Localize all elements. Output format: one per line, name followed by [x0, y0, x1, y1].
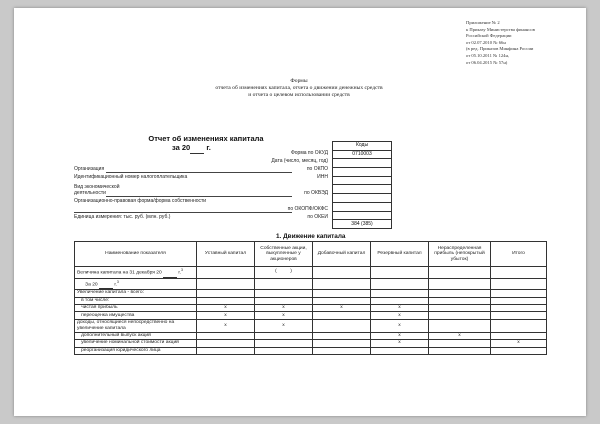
- units-label: Единица измерения: тыс. руб. (млн. руб.): [74, 214, 171, 220]
- x-mark: x: [371, 332, 429, 339]
- appendix-line: Приложение № 2: [466, 20, 500, 25]
- row-name: Увеличение капитала - всего:: [75, 290, 197, 297]
- blank-code: [333, 202, 392, 211]
- row-name: в том числе:: [75, 297, 197, 304]
- forms-title-line: Формы: [290, 78, 308, 84]
- activity-label: Вид экономической: [74, 184, 120, 190]
- row-name: доходы, относящиеся непосредственно на увеличение капитала: [75, 319, 197, 332]
- x-mark: x: [313, 305, 371, 312]
- x-mark: x: [255, 312, 313, 319]
- header-additional: Добавочный капитал: [313, 242, 371, 267]
- legal-form-underline: [74, 212, 292, 213]
- okved-code[interactable]: [333, 194, 392, 203]
- table-row: [75, 340, 547, 347]
- date-code[interactable]: [333, 159, 392, 168]
- inn-code-label: ИНН: [317, 174, 328, 180]
- row-name: чистая прибыль: [75, 305, 197, 312]
- report-year-prefix: за 20: [172, 143, 191, 152]
- okei-label: по ОКЕИ: [307, 214, 328, 220]
- x-mark: x: [371, 312, 429, 319]
- year-blank[interactable]: [163, 271, 177, 278]
- okopf-code[interactable]: [333, 211, 392, 220]
- okud-label: Форма по ОКУД: [290, 150, 328, 156]
- table-row: [75, 290, 547, 297]
- header-own-shares: Собственные акции, выкупленные у акционеров: [255, 242, 313, 267]
- document-sheet: [14, 8, 586, 416]
- okopf-label: по ОКОПФ/ОКФС: [287, 206, 328, 212]
- appendix-line: (в ред. Приказов Минфина России: [466, 46, 534, 52]
- organization-label: Организация: [74, 166, 105, 172]
- organization-underline: [106, 172, 292, 173]
- table-row: [75, 305, 547, 312]
- x-mark: x: [197, 319, 255, 332]
- appendix-line: от 05.10.2011 № 124н,: [466, 52, 510, 58]
- table-row: [75, 312, 547, 319]
- header-reserve: Резервный капитал: [371, 242, 429, 267]
- cell-additional[interactable]: [313, 267, 371, 279]
- header-total: Итого: [491, 242, 547, 267]
- table-row: [75, 332, 547, 339]
- row-name: За 20 г.$^3$: [75, 278, 197, 290]
- okpo-code[interactable]: [333, 168, 392, 177]
- appendix-line: к Приказу Министерства финансов: [466, 26, 535, 32]
- okud-code: 0710003: [333, 150, 392, 159]
- x-mark: x: [371, 305, 429, 312]
- appendix-line: от 06.04.2015 № 57н): [466, 59, 508, 65]
- x-mark: x: [255, 319, 313, 332]
- cell-own-shares[interactable]: ( ): [255, 267, 313, 279]
- forms-title-line: и отчета о целевом использовании средств: [248, 92, 350, 99]
- report-title: Отчет об изменениях капитала: [148, 134, 264, 143]
- cell-total[interactable]: [491, 267, 547, 279]
- inn-label: Идентификационный номер налогоплательщика: [74, 174, 188, 180]
- x-mark: x: [197, 305, 255, 312]
- header-retained: Нераспределенная прибыль (непокрытый убыток): [429, 242, 491, 267]
- forms-title: [134, 78, 464, 100]
- forms-title-line: отчета об изменениях капитала, отчета о движении денежных средств: [215, 85, 383, 92]
- table-row: [75, 319, 547, 332]
- row-name: Величина капитала на 31 декабря 20 г.$^3$: [75, 267, 197, 279]
- x-mark: x: [371, 340, 429, 347]
- legal-form-label: Организационно-правовая форма/форма собственности: [74, 198, 207, 204]
- header-charter: Уставный капитал: [197, 242, 255, 267]
- table-row: [75, 297, 547, 304]
- inn-code[interactable]: [333, 176, 392, 185]
- row-name: увеличение номинальной стоимости акций: [75, 340, 197, 347]
- cell-reserve[interactable]: [371, 267, 429, 279]
- appendix-note: [466, 20, 584, 66]
- cell-retained[interactable]: [429, 267, 491, 279]
- activity-label-2: деятельности: [74, 190, 106, 196]
- okei-code: 384 (385): [333, 220, 392, 229]
- row-name: дополнительный выпуск акций: [75, 332, 197, 339]
- cell-charter[interactable]: [197, 267, 255, 279]
- codes-box: [332, 141, 392, 229]
- activity-underline: [106, 196, 292, 197]
- table-header-row: [75, 242, 547, 267]
- x-mark: x: [491, 340, 547, 347]
- appendix-line: от 02.07.2010 № 66н: [466, 39, 506, 45]
- okved-label: по ОКВЭД: [304, 190, 328, 196]
- year-blank[interactable]: [99, 282, 113, 289]
- x-mark: x: [371, 319, 429, 332]
- table-row: [75, 278, 547, 290]
- blank-code: [333, 185, 392, 194]
- date-label: Дата (число, месяц, год): [271, 158, 328, 164]
- capital-movement-table: [74, 241, 547, 355]
- x-mark: x: [429, 332, 491, 339]
- row-name: переоценка имущества: [75, 312, 197, 319]
- table-row: [75, 267, 547, 279]
- report-year-blank[interactable]: [190, 143, 204, 154]
- table-row: [75, 347, 547, 354]
- report-year-suffix: г.: [206, 143, 211, 152]
- section-title: 1. Движение капитала: [276, 233, 346, 240]
- codes-header: Коды: [333, 142, 392, 151]
- okpo-label: по ОКПО: [306, 166, 328, 172]
- row-name: реорганизация юридического лица: [75, 347, 197, 354]
- x-mark: x: [255, 305, 313, 312]
- x-mark: x: [197, 312, 255, 319]
- header-name: Наименование показателя: [75, 242, 197, 267]
- appendix-line: Российской Федерации: [466, 33, 512, 39]
